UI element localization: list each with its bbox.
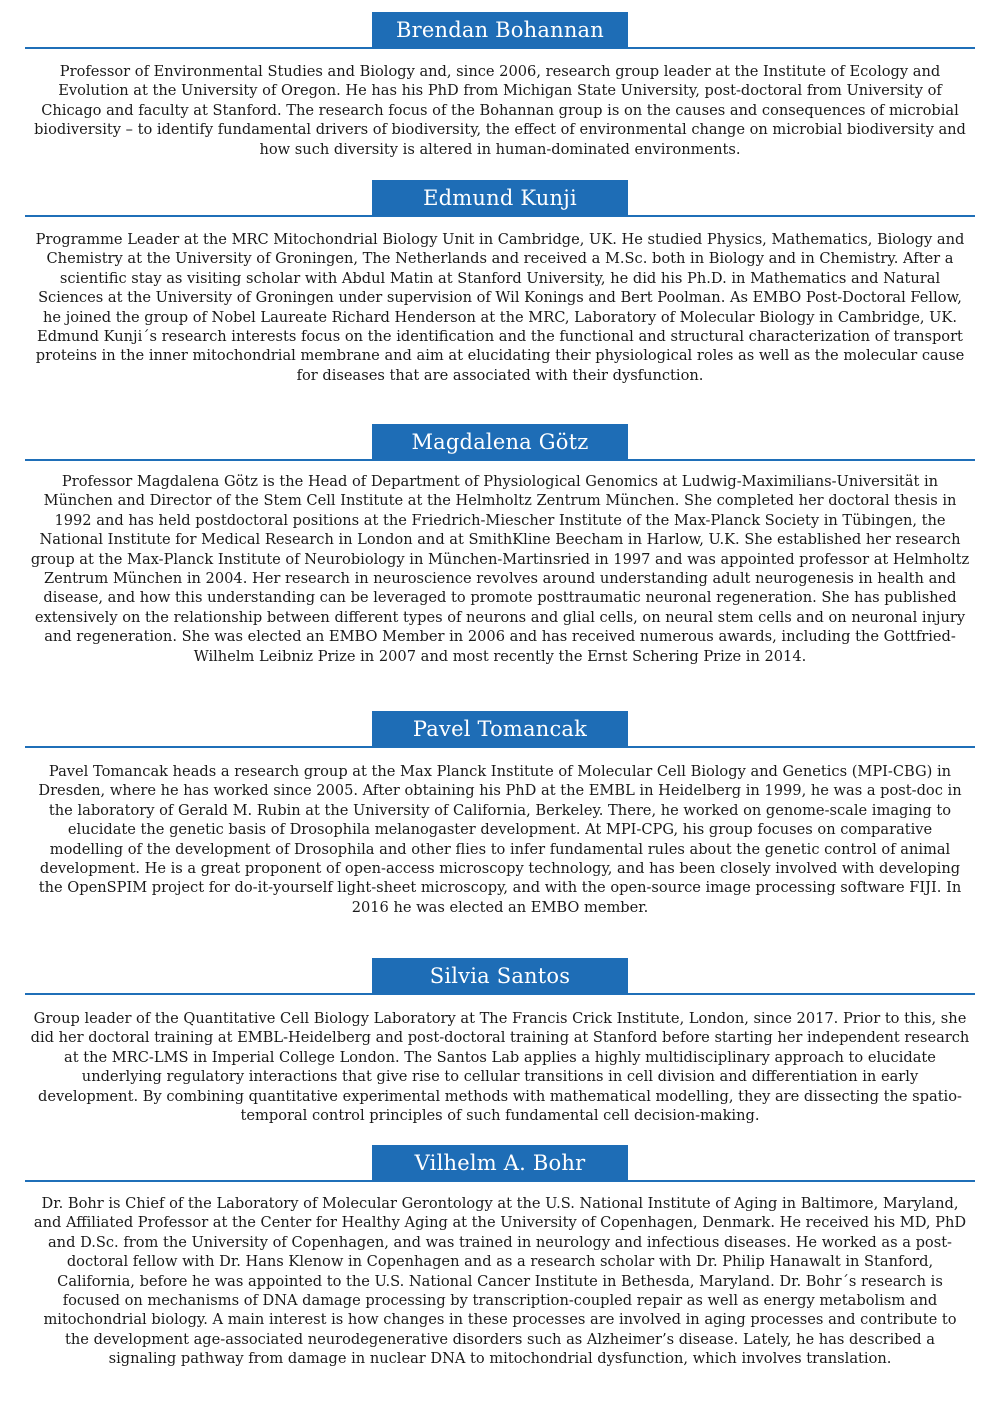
profile-name: Edmund Kunji bbox=[372, 180, 628, 216]
profile-name: Silvia Santos bbox=[372, 958, 628, 994]
profile-header bbox=[0, 1145, 1000, 1183]
profile-name: Pavel Tomancak bbox=[372, 711, 628, 747]
profile-header bbox=[0, 180, 1000, 218]
profile-header bbox=[0, 711, 1000, 749]
profile-section bbox=[0, 180, 1000, 384]
profile-bio: Group leader of the Quantitative Cell Biology Laboratory at The Francis Crick Institute, London, since 2017. Prior to this, she did her doctoral training at EMBL-Heidelberg and post-doctoral training at Stanford before starting her independent research at the MRC-LMS in Imperial College London. The Santos Lab applies a highly multidisciplinary approach to elucidate underlying regulatory interactions that give rise to cellular transitions in cell division and differentiation in early development. By combining quantitative experimental methods with mathematical modelling, they are dissecting the spatio-temporal control principles of such fundamental cell decision-making. bbox=[30, 1010, 970, 1125]
profile-bio: Professor of Environmental Studies and Biology and, since 2006, research group leader at the Institute of Ecology and Evolution at the University of Oregon. He has his PhD from Michigan State University, post-doctoral from University of Chicago and faculty at Stanford. The research focus of the Bohannan group is on the causes and consequences of microbial biodiversity – to identify fundamental drivers of biodiversity, the effect of environmental change on microbial biodiversity and how such diversity is altered in human-dominated environments. bbox=[34, 63, 966, 158]
profile-section bbox=[0, 1145, 1000, 1368]
profile-header bbox=[0, 12, 1000, 50]
profile-bio: Professor Magdalena Götz is the Head of Department of Physiological Genomics at Ludwig-Maximilians-Universität in München and Director of the Stem Cell Institute at the Helmholtz Zentrum München. She completed her doctoral thesis in 1992 and has held postdoctoral positions at the Friedrich-Miescher Institute of the Max-Planck Society in Tübingen, the National Institute for Medical Research in London and at SmithKline Beecham in Harlow, U.K. She established her research group at the Max-Planck Institute of Neurobiology in München-Martinsried in 1997 and was appointed professor at Helmholtz Zentrum München in 2004. Her research in neuroscience revolves around understanding adult neurogenesis in health and disease, and how this understanding can be leveraged to promote posttraumatic neuronal regeneration. She has published extensively on the relationship between different types of neurons and glial cells, on neural stem cells and on neuronal injury and regeneration. She was elected an EMBO Member in 2006 and has received numerous awards, including the Gottfried-Wilhelm Leibniz Prize in 2007 and most recently the Ernst Schering Prize in 2014. bbox=[30, 473, 970, 665]
profile-bio: Programme Leader at the MRC Mitochondrial Biology Unit in Cambridge, UK. He studied Physics, Mathematics, Biology and Chemistry at the University of Groningen, The Netherlands and received a M.Sc. both in Biology and in Chemistry. After a scientific stay as visiting scholar with Abdul Matin at Stanford University, he did his Ph.D. in Mathematics and Natural Sciences at the University of Groningen under supervision of Wil Konings and Bert Poolman. As EMBO Post-Doctoral Fellow, he joined the group of Nobel Laureate Richard Henderson at the MRC, Laboratory of Molecular Biology in Cambridge, UK. Edmund Kunji´s research interests focus on the identification and the functional and structural characterization of transport proteins in the inner mitochondrial membrane and aim at elucidating their physiological roles as well as the molecular cause for diseases that are associated with their dysfunction. bbox=[35, 231, 965, 384]
profile-name: Brendan Bohannan bbox=[372, 12, 628, 48]
profile-section bbox=[0, 711, 1000, 916]
profile-name: Vilhelm A. Bohr bbox=[372, 1145, 628, 1181]
profile-bio: Pavel Tomancak heads a research group at the Max Planck Institute of Molecular Cell Biology and Genetics (MPI-CBG) in Dresden, where he has worked since 2005. After obtaining his PhD at the EMBL in Heidelberg in 1999, he was a post-doc in the laboratory of Gerald M. Rubin at the University of California, Berkeley. There, he worked on genome-scale imaging to elucidate the genetic basis of Drosophila melanogaster development. At MPI-CPG, his group focuses on comparative modelling of the development of Drosophila and other flies to infer fundamental rules about the genetic control of animal development. He is a great proponent of open-access microscopy technology, and has been closely involved with developing the OpenSPIM project for do-it-yourself light-sheet microscopy, and with the open-source image processing software FIJI. In 2016 he was elected an EMBO member. bbox=[38, 763, 962, 916]
profile-header bbox=[0, 424, 1000, 462]
profile-section bbox=[0, 12, 1000, 158]
profile-bio: Dr. Bohr is Chief of the Laboratory of Molecular Gerontology at the U.S. National Institute of Aging in Baltimore, Maryland, and Affiliated Professor at the Center for Healthy Aging at the University of Copenhagen, Denmark. He received his MD, PhD and D.Sc. from the University of Copenhagen, and was trained in neurology and infectious diseases. He worked as a post-doctoral fellow with Dr. Hans Klenow in Copenhagen and as a research scholar with Dr. Philip Hanawalt in Stanford, California, before he was appointed to the U.S. National Cancer Institute in Bethesda, Maryland. Dr. Bohr´s research is focused on mechanisms of DNA damage processing by transcription-coupled repair as well as energy metabolism and mitochondrial biology. A main interest is how changes in these processes are involved in aging processes and contribute to the development age-associated neurodegenerative disorders such as Alzheimer’s disease. Lately, he has described a signaling pathway from damage in nuclear DNA to mitochondrial dysfunction, which involves translation. bbox=[33, 1195, 967, 1368]
profile-section bbox=[0, 424, 1000, 665]
profile-name: Magdalena Götz bbox=[372, 424, 628, 460]
profile-header bbox=[0, 958, 1000, 996]
profile-section bbox=[0, 958, 1000, 1125]
